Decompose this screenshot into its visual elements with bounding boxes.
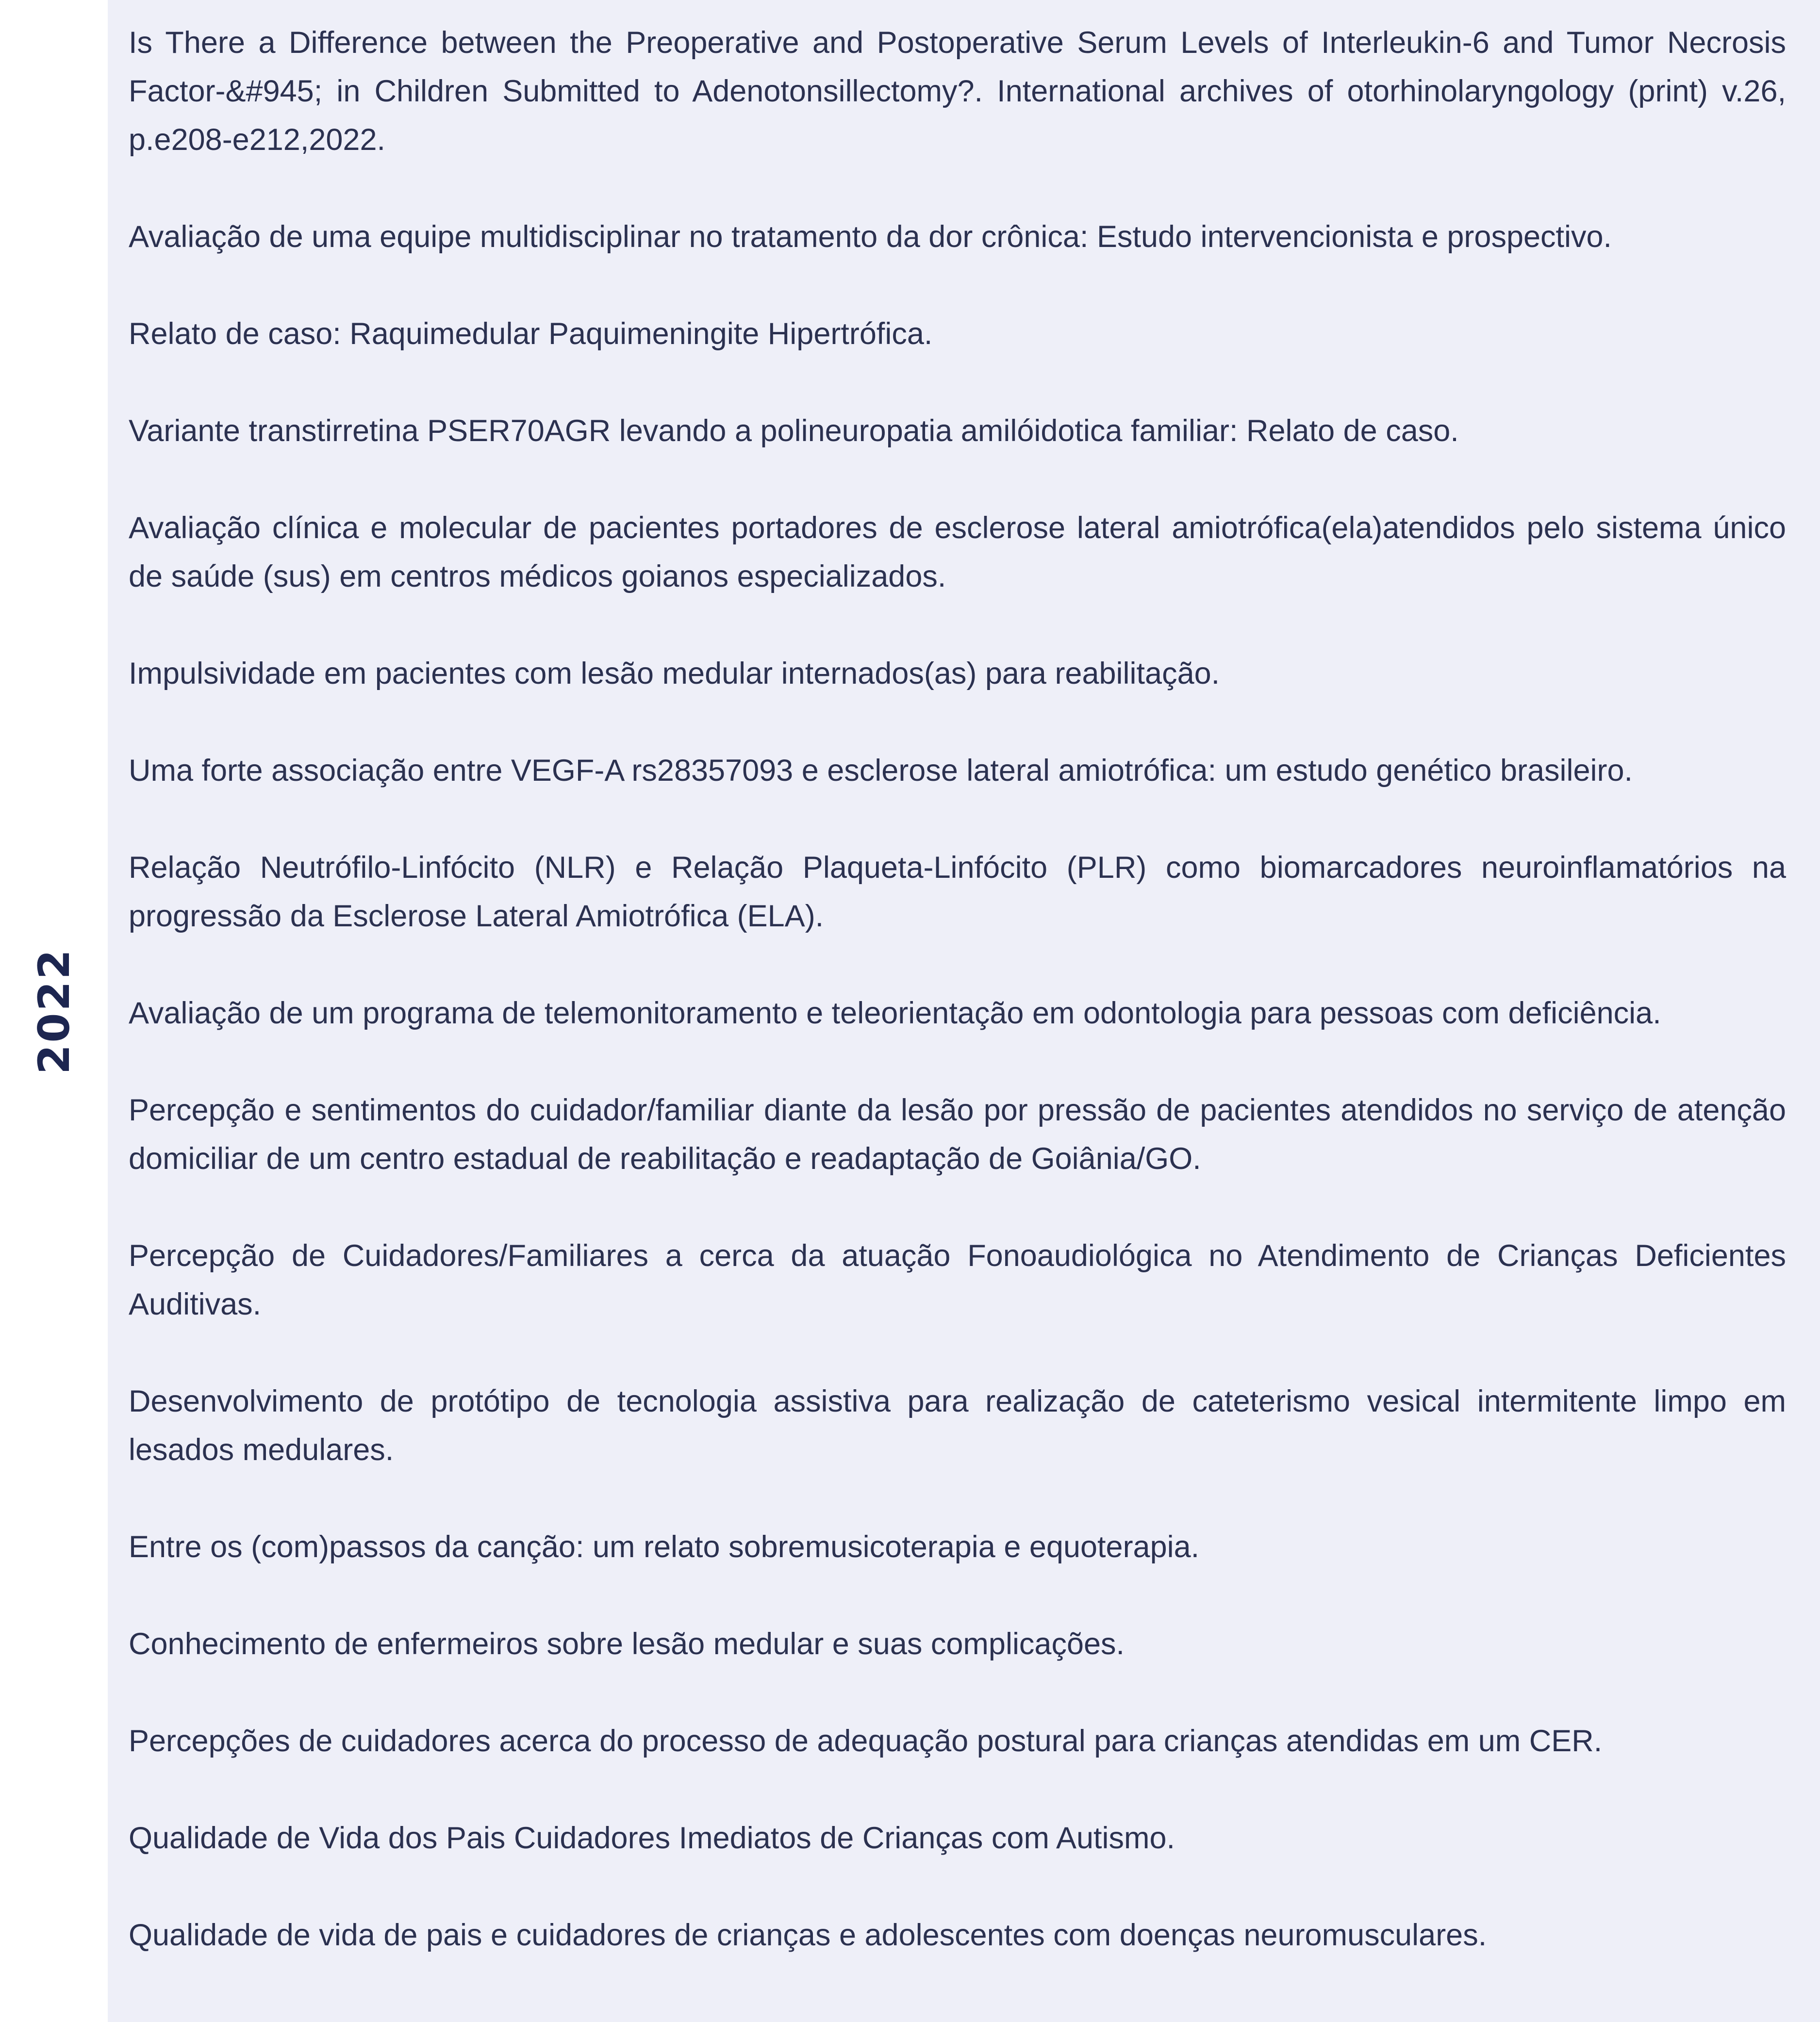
publication-entry: Impulsividade em pacientes com lesão medular internados(as) para reabilitação. <box>129 657 1220 690</box>
year-column <box>0 0 108 2022</box>
publication-entry: Uma forte associação entre VEGF-A rs28357093 e esclerose lateral amiotrófica: um estudo genético brasileiro. <box>129 754 1633 788</box>
publication-entry: Is There a Difference between the Preoperative and Postoperative Serum Levels of Interleukin-6 and Tumor Necrosis Factor-&#945; in Children Submitted to Adenotonsillectomy?. International archives of otorhinolaryngology (print) v.26, p.e208-e212,2022. <box>129 26 1786 157</box>
publication-entry: Entre os (com)passos da canção: um relato sobremusicoterapia e equoterapia. <box>129 1530 1200 1564</box>
publication-entry: Qualidade de vida de pais e cuidadores de crianças e adolescentes com doenças neuromusculares. <box>129 1918 1487 1952</box>
publication-entry: Percepção de Cuidadores/Familiares a cerca da atuação Fonoaudiológica no Atendimento de Crianças Deficientes Auditivas. <box>129 1239 1786 1321</box>
publication-entry: Variante transtirretina PSER70AGR levando a polineuropatia amilóidotica familiar: Relato de caso. <box>129 414 1459 448</box>
publication-entry: Avaliação de um programa de telemonitoramento e teleorientação em odontologia para pessoas com deficiência. <box>129 996 1661 1030</box>
publication-entry: Desenvolvimento de protótipo de tecnologia assistiva para realização de cateterismo vesical intermitente limpo em lesados medulares. <box>129 1384 1786 1467</box>
publication-entry: Avaliação de uma equipe multidisciplinar no tratamento da dor crônica: Estudo intervencionista e prospectivo. <box>129 220 1612 254</box>
publication-list <box>129 18 1786 1959</box>
publications-panel <box>108 0 1820 2022</box>
publication-entry: Percepção e sentimentos do cuidador/familiar diante da lesão por pressão de pacientes atendidos no serviço de atenção domiciliar de um centro estadual de reabilitação e readaptação de Goiânia/GO. <box>129 1093 1786 1176</box>
publication-entry: Relação Neutrófilo-Linfócito (NLR) e Relação Plaqueta-Linfócito (PLR) como biomarcadores neuroinflamatórios na progressão da Esclerose Lateral Amiotrófica (ELA). <box>129 851 1786 933</box>
publication-entry: Avaliação clínica e molecular de pacientes portadores de esclerose lateral amiotrófica(ela)atendidos pelo sistema único de saúde (sus) em centros médicos goianos especializados. <box>129 511 1786 593</box>
year-label: 2022 <box>29 948 79 1074</box>
publication-entry: Percepções de cuidadores acerca do processo de adequação postural para crianças atendidas em um CER. <box>129 1724 1603 1758</box>
publication-entry: Qualidade de Vida dos Pais Cuidadores Imediatos de Crianças com Autismo. <box>129 1821 1175 1855</box>
publication-entry: Conhecimento de enfermeiros sobre lesão medular e suas complicações. <box>129 1627 1125 1661</box>
publication-entry: Relato de caso: Raquimedular Paquimeningite Hipertrófica. <box>129 317 933 351</box>
